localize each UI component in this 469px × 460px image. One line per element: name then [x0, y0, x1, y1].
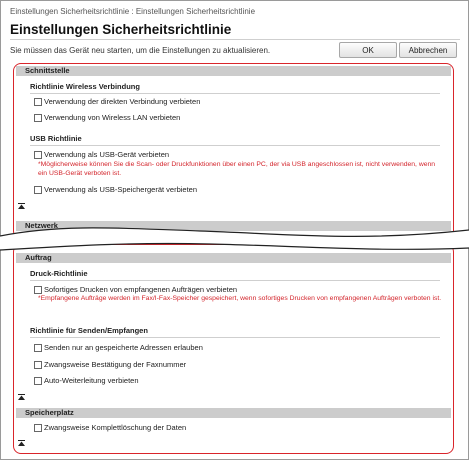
checkbox-row-auto-forwarding[interactable]: [34, 376, 139, 385]
section-bar-netzwerk: Netzwerk: [16, 221, 451, 231]
wireless-policy-heading: Richtlinie Wireless Verbindung: [30, 82, 140, 91]
checkbox-label: Zwangsweise Komplettlöschung der Daten: [44, 423, 187, 432]
usb-policy-divider: [30, 145, 440, 146]
ok-button[interactable]: OK: [339, 42, 397, 58]
checkbox-row-wireless-lan[interactable]: [34, 113, 180, 122]
usb-policy-heading: USB Richtlinie: [30, 134, 82, 143]
checkbox[interactable]: [34, 114, 42, 122]
checkbox-row-complete-erase[interactable]: [34, 423, 186, 432]
checkbox-row-usb-storage[interactable]: [34, 185, 197, 194]
send-receive-policy-divider: [30, 337, 440, 338]
checkbox[interactable]: [34, 344, 42, 352]
checkbox-label: Verwendung als USB-Speichergerät verbieten: [44, 185, 198, 194]
print-warning-text: *Empfangene Aufträge werden im Fax/I-Fax-Speicher gespeichert, wenn sofortiges Drucken von empfangenen Aufträgen verboten ist.: [38, 295, 442, 302]
title-divider: [10, 39, 460, 40]
checkbox-label: Verwendung der direkten Verbindung verbieten: [44, 97, 201, 106]
checkbox-row-usb-device[interactable]: [34, 150, 169, 159]
checkbox[interactable]: [34, 151, 42, 159]
scroll-to-top-icon[interactable]: [18, 394, 25, 400]
checkbox-label: Zwangsweise Bestätigung der Faxnummer: [44, 360, 187, 369]
checkbox[interactable]: [34, 186, 42, 194]
checkbox[interactable]: [34, 286, 42, 294]
section-bar-auftrag: Auftrag: [16, 253, 451, 263]
checkbox-label: Verwendung von Wireless LAN verbieten: [44, 113, 181, 122]
checkbox[interactable]: [34, 98, 42, 106]
section-break-wave: [0, 222, 469, 252]
section-bar-speicherplatz: Speicherplatz: [16, 408, 451, 418]
print-policy-divider: [30, 280, 440, 281]
usb-warning-text: *Möglicherweise können Sie die Scan- oder Druckfunktionen über einen PC, der via USB angeschlossen ist, nicht verwenden, wenn ein USB-Gerät verboten ist.: [38, 161, 436, 177]
checkbox-label: Sofortiges Drucken von empfangenen Aufträgen verbieten: [44, 285, 238, 294]
wireless-policy-divider: [30, 93, 440, 94]
cancel-button[interactable]: Abbrechen: [399, 42, 457, 58]
send-receive-policy-heading: Richtlinie für Senden/Empfangen: [30, 326, 148, 335]
page-title: Einstellungen Sicherheitsrichtlinie: [10, 22, 232, 37]
checkbox-row-fax-confirmation[interactable]: [34, 360, 186, 369]
section-bar-schnittstelle: Schnittstelle: [16, 66, 451, 76]
checkbox[interactable]: [34, 361, 42, 369]
checkbox-row-stored-addresses[interactable]: [34, 343, 203, 352]
checkbox-label: Verwendung als USB-Gerät verbieten: [44, 150, 170, 159]
scroll-to-top-icon[interactable]: [18, 203, 25, 209]
checkbox[interactable]: [34, 424, 42, 432]
checkbox-row-immediate-print[interactable]: [34, 285, 237, 294]
checkbox[interactable]: [34, 377, 42, 385]
checkbox-label: Auto-Weiterleitung verbieten: [44, 376, 139, 385]
checkbox-label: Senden nur an gespeicherte Adressen erlauben: [44, 343, 203, 352]
scroll-to-top-icon[interactable]: [18, 440, 25, 446]
checkbox-row-direct-connection[interactable]: [34, 97, 200, 106]
restart-notice: Sie müssen das Gerät neu starten, um die Einstellungen zu aktualisieren.: [10, 46, 271, 55]
breadcrumb[interactable]: Einstellungen Sicherheitsrichtlinie : Einstellungen Sicherheitsrichtlinie: [10, 7, 256, 16]
print-policy-heading: Druck-Richtlinie: [30, 269, 88, 278]
